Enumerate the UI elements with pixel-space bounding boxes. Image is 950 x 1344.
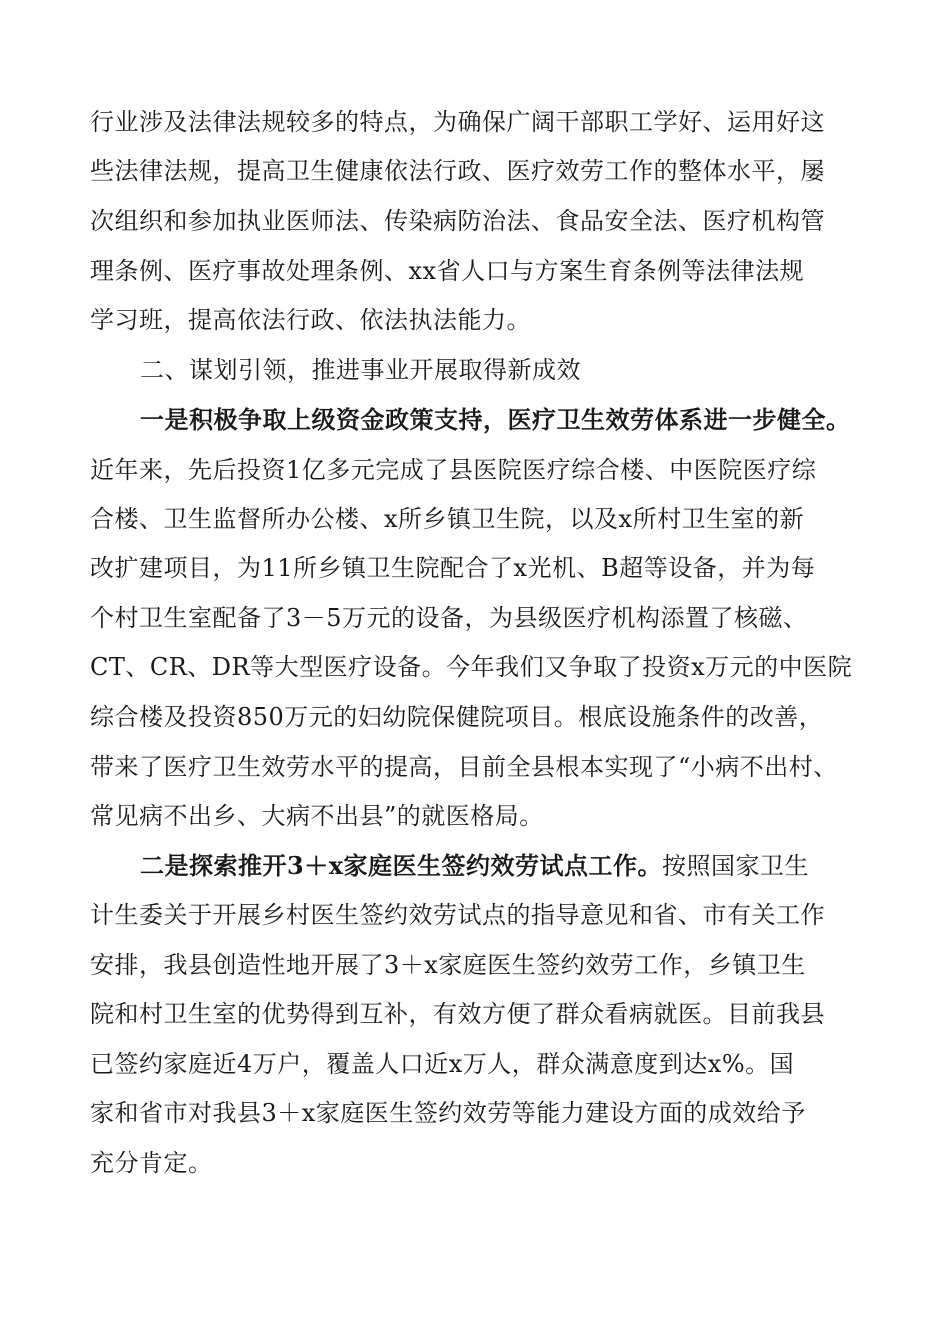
paragraph1-line-3: 次组织和参加执业医师法、传染病防治法、食品安全法、医疗机构管 — [90, 207, 825, 235]
paragraph1-line-1: 行业涉及法律法规较多的特点，为确保广阔干部职工学好、运用好这 — [90, 108, 825, 136]
paragraph1-line-2: 些法律法规，提高卫生健康依法行政、医疗效劳工作的整体水平，屡 — [90, 157, 825, 185]
item2-line-4: 已签约家庭近4万户，覆盖人口近x万人，群众满意度到达x%。国 — [90, 1050, 795, 1078]
item1-line-1: 近年来，先后投资1亿多元完成了县医院医疗综合楼、中医院医疗综 — [90, 456, 817, 484]
item2-line-2: 安排，我县创造性地开展了3＋x家庭医生签约效劳工作，乡镇卫生 — [90, 951, 806, 979]
item1-line-2: 合楼、卫生监督所办公楼、x所乡镇卫生院，以及x所村卫生室的新 — [90, 505, 805, 533]
item1-line-5: CT、CR、DR等大型医疗设备。今年我们又争取了投资x万元的中医院 — [90, 653, 853, 681]
item2-bold-title: 二是探索推开3＋x家庭医生签约效劳试点工作。 — [140, 851, 663, 880]
section2-heading: 二、谋划引领，推进事业开展取得新成效 — [140, 356, 581, 384]
paragraph1-line-5: 学习班，提高依法行政、依法执法能力。 — [90, 306, 531, 334]
item2-line-5: 家和省市对我县3＋x家庭医生签约效劳等能力建设方面的成效给予 — [90, 1099, 806, 1127]
item1-line-6: 综合楼及投资850万元的妇幼院保健院项目。根底设施条件的改善， — [90, 703, 824, 731]
item2-line-1: 计生委关于开展乡村医生签约效劳试点的指导意见和省、市有关工作 — [90, 901, 825, 929]
item1-line-8: 常见病不出乡、大病不出县”的就医格局。 — [90, 802, 544, 830]
item2-line-6: 充分肯定。 — [90, 1149, 213, 1177]
item1-line-3: 改扩建项目，为11所乡镇卫生院配合了x光机、B超等设备，并为每 — [90, 554, 816, 582]
paragraph1-line-4: 理条例、医疗事故处理条例、xx省人口与方案生育条例等法律法规 — [90, 257, 805, 285]
item2-first-line — [140, 851, 809, 881]
item1-line-7: 带来了医疗卫生效劳水平的提高，目前全县根本实现了“小病不出村、 — [90, 753, 838, 781]
item2-title-rest: 按照国家卫生 — [662, 852, 810, 880]
item1-bold-title: 一是积极争取上级资金政策支持，医疗卫生效劳体系进一步健全。 — [140, 405, 851, 434]
item2-line-3: 院和村卫生室的优势得到互补，有效方便了群众看病就医。目前我县 — [90, 1000, 825, 1028]
item1-line-4: 个村卫生室配备了3－5万元的设备，为县级医疗机构添置了核磁、 — [90, 604, 808, 632]
